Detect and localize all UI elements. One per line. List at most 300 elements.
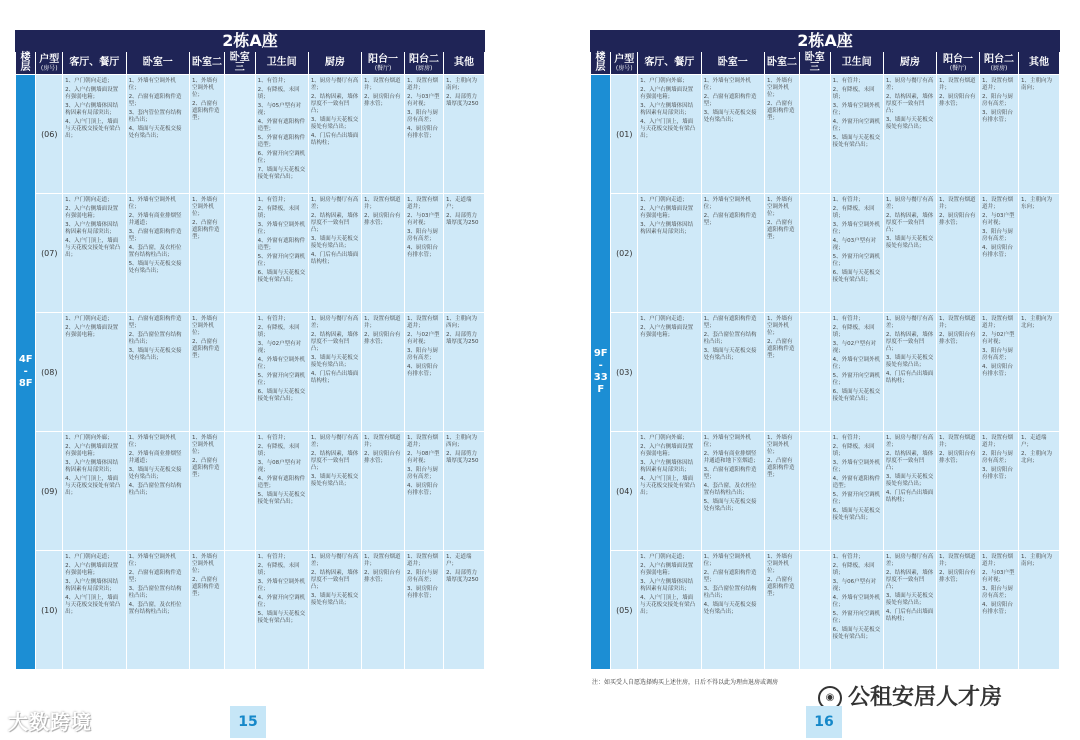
defect-note: 4、入户门顶上，墙面与天花板交接处有梁凸出； bbox=[65, 476, 121, 496]
defect-note: 1、外墙有空调外机位； bbox=[767, 316, 793, 336]
defect-note: 1、走道端户； bbox=[445, 554, 472, 567]
defect-cell bbox=[190, 75, 225, 194]
defect-note: 2、结构因素，墙体厚度不一致有凹凸； bbox=[885, 94, 934, 114]
defect-note: 3、入户左侧墙体因结构因素有局部突出； bbox=[640, 579, 694, 592]
defect-cell bbox=[799, 75, 830, 194]
defect-note: 2、结构因素，墙体厚度不一致有凹凸； bbox=[310, 213, 359, 233]
defect-note: 4、厨房阳台有排水管； bbox=[407, 364, 439, 377]
defect-note: 3、与06户型有对视； bbox=[832, 579, 877, 592]
defect-note: 2、厨房阳台有排水管； bbox=[939, 213, 976, 226]
defect-note: 3、外墙有空调外机位； bbox=[832, 103, 881, 116]
watermark-right-text: 公租安居人才房 bbox=[848, 685, 1003, 710]
page-number-right: 16 bbox=[806, 706, 842, 738]
right-defect-table bbox=[590, 52, 1060, 670]
watermark-right bbox=[818, 680, 1002, 711]
defect-note: 4、入户门顶上，墙面与天花板交接处有梁凸出； bbox=[640, 476, 696, 496]
defect-note: 3、套凸窗位置有结构柱凸出； bbox=[128, 586, 182, 599]
unit-number: (08) bbox=[36, 313, 63, 432]
column-header-label: 阳台二 bbox=[984, 53, 1014, 65]
defect-note: 4、入户门顶上，墙面与天花板交接处有梁凸出； bbox=[65, 119, 121, 139]
column-header bbox=[937, 52, 980, 75]
column-header bbox=[638, 52, 701, 75]
column-header bbox=[830, 52, 883, 75]
unit-number: (03) bbox=[611, 313, 638, 432]
page-number-left: 15 bbox=[230, 706, 266, 738]
floor-range-part: - bbox=[23, 366, 28, 377]
defect-cell bbox=[883, 551, 936, 670]
defect-note: 2、套凸窗位置有结构柱凸出； bbox=[128, 332, 182, 345]
defect-note: 1、设置有烟道井； bbox=[982, 316, 1014, 329]
unit-number: (05) bbox=[611, 551, 638, 670]
defect-cell bbox=[405, 432, 444, 551]
defect-cell bbox=[255, 551, 308, 670]
defect-cell bbox=[443, 194, 484, 313]
floor-range bbox=[591, 75, 611, 670]
column-header-sublabel: (厨房) bbox=[990, 64, 1008, 72]
column-header bbox=[701, 52, 764, 75]
defect-note: 3、入户左侧墙体因结构因素有局部突出； bbox=[640, 460, 694, 473]
defect-note: 3、入户左侧墙体因结构因素有局部突出； bbox=[640, 222, 694, 235]
defect-cell bbox=[443, 551, 484, 670]
defect-note: 3、外墙有空调外机位； bbox=[832, 222, 881, 235]
defect-note: 1、设置有烟道井； bbox=[939, 197, 976, 210]
unit-number: (10) bbox=[36, 551, 63, 670]
unit-number: (04) bbox=[611, 432, 638, 551]
defect-note: 1、设置有烟道井； bbox=[982, 78, 1014, 91]
defect-note: 1、主朝向为东向； bbox=[1020, 197, 1052, 210]
defect-note: 2、结构因素，墙体厚度不一致有凹凸； bbox=[885, 570, 934, 590]
defect-note: 1、设置有烟道井； bbox=[364, 78, 401, 91]
unit-number: (02) bbox=[611, 194, 638, 313]
defect-cell bbox=[980, 313, 1019, 432]
defect-note: 4、外墙有空调外机位； bbox=[832, 357, 881, 370]
unit-number: (09) bbox=[36, 432, 63, 551]
defect-cell bbox=[308, 75, 361, 194]
defect-cell bbox=[443, 75, 484, 194]
defect-note: 2、阳台与厨房有高差； bbox=[407, 570, 439, 583]
defect-note: 2、入户右侧墙面设置有强弱电箱； bbox=[640, 87, 694, 100]
defect-note: 1、设置有烟道井； bbox=[939, 78, 976, 91]
defect-note: 3、入户左侧墙体因结构因素有局部突出； bbox=[65, 222, 119, 235]
column-header bbox=[126, 52, 189, 75]
defect-note: 3、墙面与天花板交接处有梁凸出； bbox=[310, 236, 359, 249]
defect-note: 2、入户左侧墙面设置有强弱电箱； bbox=[65, 325, 119, 338]
defect-note: 1、主朝向为南向； bbox=[1020, 78, 1052, 91]
column-header bbox=[224, 52, 255, 75]
table-row bbox=[591, 313, 1060, 432]
defect-note: 2、凸窗有遮阳构件造型； bbox=[703, 213, 757, 226]
defect-note: 3、墙面与天花板交接处有梁凸出； bbox=[885, 474, 934, 487]
defect-cell bbox=[362, 75, 405, 194]
defect-note: 2、局部剪力墙厚度为250 bbox=[445, 94, 479, 107]
defect-note: 2、凸窗有遮阳构件造型； bbox=[192, 220, 220, 240]
defect-cell bbox=[308, 551, 361, 670]
defect-note: 1、户门朝向走道； bbox=[640, 554, 688, 560]
defect-cell bbox=[255, 75, 308, 194]
column-header-label: 楼层 bbox=[20, 52, 31, 73]
table-row bbox=[16, 75, 485, 194]
defect-note: 2、凸窗有遮阳构件造型； bbox=[767, 339, 795, 359]
defect-note: 1、外墙有空调外机位； bbox=[192, 435, 218, 455]
defect-note: 5、外窗开向空调机位； bbox=[832, 254, 881, 267]
floor-range-part: - bbox=[598, 360, 603, 371]
defect-note: 3、入户左侧墙体因结构因素有局部突出； bbox=[640, 103, 694, 116]
column-header bbox=[443, 52, 484, 75]
defect-note: 2、局部剪力墙厚度为250 bbox=[445, 332, 479, 345]
defect-note: 4、门后有凸出墙面结构柱； bbox=[310, 133, 359, 146]
defect-note: 1、有管井； bbox=[832, 554, 864, 560]
defect-cell bbox=[980, 551, 1019, 670]
column-header-label: 卧室三 bbox=[229, 52, 250, 73]
defect-cell bbox=[190, 194, 225, 313]
defect-note: 3、入户左侧墙体因结构因素有局部突出； bbox=[65, 579, 119, 592]
defect-cell bbox=[883, 313, 936, 432]
defect-note: 2、与02户型有对视； bbox=[982, 332, 1015, 345]
defect-note: 1、外墙有空调外机位； bbox=[767, 78, 793, 98]
defect-note: 3、凸窗有遮阳构件造型； bbox=[703, 467, 757, 480]
defect-cell bbox=[63, 75, 126, 194]
defect-cell bbox=[765, 75, 800, 194]
defect-note: 4、厨房阳台有排水管； bbox=[982, 364, 1014, 377]
defect-note: 1、户门朝向外廊； bbox=[65, 435, 113, 441]
defect-note: 1、凸窗有遮阳构件造型； bbox=[128, 316, 182, 329]
defect-note: 2、凸窗有遮阳构件造型； bbox=[767, 101, 795, 121]
defect-cell bbox=[701, 313, 764, 432]
defect-note: 1、有管井； bbox=[257, 554, 289, 560]
defect-note: 1、主朝向为南向； bbox=[445, 78, 477, 91]
column-header-label: 客厅、餐厅 bbox=[69, 57, 120, 68]
defect-cell bbox=[362, 432, 405, 551]
defect-note: 2、结构因素，墙体厚度不一致有凹凸； bbox=[310, 332, 359, 352]
defect-cell bbox=[190, 313, 225, 432]
defect-note: 2、有降板，未回填； bbox=[257, 444, 300, 457]
defect-note: 4、门后有凸出墙面结构柱； bbox=[310, 252, 359, 265]
defect-cell bbox=[638, 75, 701, 194]
column-header-label: 卧室二 bbox=[191, 57, 222, 68]
footnote: 注：如买受人自愿选择购买上述住房，日后不得以此为理由退房或调房 bbox=[592, 679, 779, 686]
defect-cell bbox=[799, 194, 830, 313]
column-header-label: 楼层 bbox=[595, 52, 606, 73]
defect-note: 1、厨房与餐厅有高差； bbox=[310, 197, 359, 210]
defect-note: 3、与02户型有对视； bbox=[257, 341, 302, 354]
defect-cell bbox=[405, 75, 444, 194]
column-header bbox=[611, 52, 638, 75]
defect-note: 3、套内管位置有结构柱凸出； bbox=[128, 110, 182, 123]
defect-note: 3、墙面与天花板交接处有梁凸出； bbox=[310, 593, 359, 606]
defect-note: 3、凸窗有遮阳构件造型； bbox=[128, 229, 182, 242]
defect-note: 5、墙面与天花板交接处有梁凸出； bbox=[257, 492, 306, 505]
defect-cell bbox=[1018, 313, 1059, 432]
defect-cell bbox=[937, 75, 980, 194]
defect-cell bbox=[255, 313, 308, 432]
defect-note: 1、外墙有空调外机位； bbox=[703, 435, 752, 448]
defect-note: 2、凸窗有遮阳构件造型； bbox=[192, 458, 220, 478]
defect-cell bbox=[799, 313, 830, 432]
defect-cell bbox=[830, 194, 883, 313]
defect-note: 7、墙面与天花板交接处有梁凸出； bbox=[257, 167, 306, 180]
defect-note: 1、有管井； bbox=[832, 78, 864, 84]
defect-note: 2、凸窗有遮阳构件造型； bbox=[192, 577, 220, 597]
defect-cell bbox=[224, 75, 255, 194]
column-header-label: 户型 bbox=[39, 53, 60, 65]
column-header bbox=[591, 52, 611, 75]
defect-note: 1、有管井； bbox=[257, 78, 289, 84]
defect-cell bbox=[308, 432, 361, 551]
defect-note: 2、结构因素，墙体厚度不一致有凹凸； bbox=[310, 451, 359, 471]
defect-note: 1、有管井； bbox=[257, 435, 289, 441]
defect-note: 2、凸窗有遮阳构件造型； bbox=[192, 101, 220, 121]
defect-note: 6、墙面与天花板交接处有梁凸出； bbox=[832, 389, 881, 402]
defect-cell bbox=[63, 432, 126, 551]
defect-note: 3、外墙有空调外机位； bbox=[257, 222, 306, 235]
defect-cell bbox=[980, 75, 1019, 194]
defect-note: 3、墙面与天花板交接处有梁凸出； bbox=[885, 117, 934, 130]
defect-note: 1、户门朝向走道； bbox=[640, 197, 688, 203]
defect-cell bbox=[190, 432, 225, 551]
defect-note: 2、局部剪力墙厚度为250 bbox=[445, 451, 479, 464]
defect-note: 2、有降板，未回填； bbox=[257, 325, 300, 338]
defect-note: 5、外窗开向空调机位； bbox=[257, 373, 306, 386]
defect-note: 3、墙面与天花板交接处有梁凸出； bbox=[703, 110, 757, 123]
defect-note: 1、设置有烟道井； bbox=[982, 554, 1014, 567]
defect-note: 2、与08户型有对视； bbox=[407, 451, 440, 464]
defect-cell bbox=[980, 194, 1019, 313]
defect-note: 3、阳台与厨房有高差； bbox=[982, 229, 1014, 242]
defect-note: 3、阳台与厨房有高差； bbox=[407, 467, 439, 480]
defect-note: 2、与03户型有对视； bbox=[407, 213, 440, 226]
column-header-sublabel: (房号) bbox=[615, 64, 633, 72]
defect-note: 2、入户右侧墙面设置有强弱电箱； bbox=[65, 563, 119, 576]
defect-note: 4、外窗有遮阳构件造型； bbox=[257, 119, 306, 132]
defect-note: 1、外墙有空调外机位； bbox=[703, 554, 752, 567]
table-row bbox=[16, 313, 485, 432]
column-header bbox=[63, 52, 126, 75]
column-header-label: 卧室三 bbox=[804, 52, 825, 73]
defect-note: 2、局部剪力墙厚度为250 bbox=[445, 213, 479, 226]
defect-cell bbox=[362, 313, 405, 432]
defect-cell bbox=[405, 313, 444, 432]
defect-note: 4、入户门顶上，墙面与天花板交接处有梁凸出； bbox=[65, 238, 121, 258]
defect-cell bbox=[830, 75, 883, 194]
defect-cell bbox=[308, 194, 361, 313]
defect-note: 4、墙面与天花板交接处有梁凸出； bbox=[703, 602, 757, 615]
defect-note: 2、入户右侧墙面设置有强弱电箱； bbox=[640, 206, 694, 219]
defect-cell bbox=[830, 313, 883, 432]
left-page-title: 2栋A座 bbox=[15, 30, 485, 52]
defect-note: 4、外墙有空调外机位； bbox=[832, 595, 881, 608]
table-row bbox=[591, 194, 1060, 313]
defect-cell bbox=[1018, 75, 1059, 194]
defect-cell bbox=[765, 313, 800, 432]
defect-note: 1、设置有烟道井； bbox=[407, 435, 439, 448]
defect-cell bbox=[765, 194, 800, 313]
defect-cell bbox=[126, 432, 189, 551]
defect-note: 2、结构因素，墙体厚度不一致有凹凸； bbox=[885, 451, 934, 471]
defect-note: 3、阳台与厨房有高差； bbox=[407, 348, 439, 361]
defect-note: 1、厨房与餐厅有高差； bbox=[310, 316, 359, 329]
column-header bbox=[883, 52, 936, 75]
defect-note: 2、入户左侧墙面设置有强弱电箱； bbox=[640, 325, 694, 338]
defect-note: 4、套凸窗，及衣柜位置有结构柱凸出； bbox=[703, 483, 757, 496]
column-header bbox=[980, 52, 1019, 75]
defect-note: 1、设置有烟道井； bbox=[364, 435, 401, 448]
defect-cell bbox=[224, 194, 255, 313]
defect-note: 1、设置有烟道井； bbox=[939, 554, 976, 567]
defect-cell bbox=[362, 551, 405, 670]
defect-note: 2、有降板，未回填； bbox=[257, 563, 300, 576]
defect-cell bbox=[799, 432, 830, 551]
defect-note: 4、厨房阳台有排水管； bbox=[982, 245, 1014, 258]
defect-cell bbox=[405, 551, 444, 670]
defect-note: 1、户门朝向外廊； bbox=[640, 78, 688, 84]
defect-cell bbox=[638, 194, 701, 313]
defect-cell bbox=[308, 313, 361, 432]
floor-range bbox=[16, 75, 36, 670]
defect-note: 2、凸窗有遮阳构件造型； bbox=[192, 339, 220, 359]
defect-note: 1、厨房与餐厅有高差； bbox=[885, 554, 934, 567]
defect-note: 1、设置有烟道井； bbox=[407, 197, 439, 210]
defect-cell bbox=[937, 551, 980, 670]
defect-cell bbox=[224, 313, 255, 432]
defect-note: 1、外墙有空调外机位； bbox=[192, 78, 218, 98]
defect-note: 1、外墙有空调外机位； bbox=[192, 316, 218, 336]
defect-note: 1、有管井； bbox=[257, 197, 289, 203]
table-row bbox=[16, 551, 485, 670]
unit-number: (01) bbox=[611, 75, 638, 194]
defect-note: 1、有管井； bbox=[832, 197, 864, 203]
column-header-label: 户型 bbox=[614, 53, 635, 65]
defect-cell bbox=[443, 432, 484, 551]
defect-cell bbox=[980, 432, 1019, 551]
defect-note: 1、外墙有空调外机位； bbox=[703, 197, 752, 210]
defect-cell bbox=[362, 194, 405, 313]
column-header-label: 卧室一 bbox=[717, 57, 748, 68]
defect-cell bbox=[63, 313, 126, 432]
defect-note: 1、厨房与餐厅有高差； bbox=[310, 435, 359, 448]
column-header-label: 厨房 bbox=[324, 57, 345, 68]
defect-note: 1、户门朝向走道； bbox=[640, 316, 688, 322]
defect-cell bbox=[63, 194, 126, 313]
defect-note: 2、入户右侧墙面设置有强弱电箱； bbox=[65, 444, 119, 457]
defect-note: 2、厨房阳台有排水管； bbox=[364, 451, 401, 464]
column-header bbox=[362, 52, 405, 75]
defect-note: 4、外窗有遮阳构件造型； bbox=[257, 238, 306, 251]
defect-note: 1、设置有烟道井； bbox=[407, 78, 439, 91]
defect-note: 3、与08户型有对视； bbox=[257, 460, 302, 473]
defect-note: 1、走道端户； bbox=[445, 197, 472, 210]
defect-note: 3、阳台与厨房有高差； bbox=[982, 586, 1014, 599]
defect-cell bbox=[126, 194, 189, 313]
unit-number: (07) bbox=[36, 194, 63, 313]
column-header-label: 阳台二 bbox=[409, 53, 439, 65]
defect-note: 3、套凸窗位置有结构柱凸出； bbox=[703, 586, 757, 599]
floor-range-part: 8F bbox=[18, 378, 33, 389]
defect-note: 4、外窗有遮阳构件造型； bbox=[257, 476, 306, 489]
defect-note: 1、外墙有空调外机位； bbox=[767, 197, 793, 217]
defect-cell bbox=[638, 432, 701, 551]
defect-note: 4、厨房阳台有排水管； bbox=[982, 602, 1014, 615]
defect-note: 1、户门朝向走道； bbox=[65, 316, 113, 322]
defect-note: 2、主朝向为北向； bbox=[1020, 451, 1052, 464]
defect-cell bbox=[883, 75, 936, 194]
defect-note: 1、有管井； bbox=[257, 316, 289, 322]
defect-note: 3、墙面与天花板交接处有梁凸出； bbox=[310, 117, 359, 130]
defect-cell bbox=[443, 313, 484, 432]
column-header-label: 其他 bbox=[453, 57, 474, 68]
defect-note: 2、结构因素，墙体厚度不一致有凹凸； bbox=[310, 570, 359, 590]
defect-note: 5、外窗开向空调机位； bbox=[832, 373, 881, 386]
defect-note: 2、套凸窗位置有结构柱凸出； bbox=[703, 332, 757, 345]
column-header-label: 客厅、餐厅 bbox=[644, 57, 695, 68]
defect-note: 1、设置有烟道井； bbox=[982, 435, 1014, 448]
defect-note: 1、外墙有空调外机位； bbox=[128, 197, 177, 210]
defect-note: 1、厨房与餐厅有高差； bbox=[885, 197, 934, 210]
defect-cell bbox=[255, 194, 308, 313]
defect-cell bbox=[1018, 551, 1059, 670]
defect-cell bbox=[937, 194, 980, 313]
right-page bbox=[590, 30, 1060, 670]
defect-note: 4、入户门顶上，墙面与天花板交接处有梁凸出； bbox=[640, 595, 696, 615]
defect-note: 3、外墙有空调外机位； bbox=[832, 460, 881, 473]
defect-note: 4、墙面与天花板交接处有梁凸出； bbox=[128, 126, 182, 139]
defect-note: 1、厨房与餐厅有高差； bbox=[885, 78, 934, 91]
unit-number: (06) bbox=[36, 75, 63, 194]
defect-note: 4、厨房阳台有排水管； bbox=[407, 126, 439, 139]
defect-note: 4、外窗开向空调机位； bbox=[257, 595, 306, 608]
defect-note: 1、户门朝向走道； bbox=[65, 78, 113, 84]
column-header-label: 阳台一 bbox=[943, 53, 974, 65]
defect-note: 3、外墙有空调外机位； bbox=[257, 579, 306, 592]
defect-cell bbox=[1018, 194, 1059, 313]
defect-note: 2、凸窗有遮阳构件造型； bbox=[767, 577, 795, 597]
defect-note: 5、外窗开向空调机位； bbox=[832, 611, 881, 624]
defect-cell bbox=[126, 551, 189, 670]
defect-note: 1、设置有烟道井； bbox=[364, 316, 401, 329]
defect-note: 4、门后有凸出墙面结构柱； bbox=[885, 609, 934, 622]
defect-note: 2、有降板，未回填； bbox=[832, 206, 875, 219]
defect-note: 2、有降板，未回填； bbox=[257, 87, 300, 100]
column-header bbox=[255, 52, 308, 75]
column-header bbox=[16, 52, 36, 75]
defect-cell bbox=[638, 551, 701, 670]
left-defect-table bbox=[15, 52, 485, 670]
defect-cell bbox=[63, 551, 126, 670]
defect-cell bbox=[224, 432, 255, 551]
defect-cell bbox=[701, 194, 764, 313]
defect-note: 2、厨房阳台有排水管； bbox=[364, 570, 401, 583]
defect-note: 2、厨房阳台有排水管； bbox=[939, 332, 976, 345]
defect-cell bbox=[765, 432, 800, 551]
defect-note: 1、有管井； bbox=[832, 435, 864, 441]
column-header bbox=[308, 52, 361, 75]
defect-note: 2、与03户型有对视； bbox=[982, 570, 1015, 583]
defect-note: 2、有降板，未回填； bbox=[832, 87, 875, 100]
defect-note: 4、门后有凸出墙面结构柱； bbox=[885, 371, 934, 384]
defect-note: 3、与02户型有对视； bbox=[832, 341, 877, 354]
defect-note: 6、墙面与天花板交接处有梁凸出； bbox=[832, 270, 881, 283]
defect-note: 3、厨房阳台有排水管； bbox=[407, 586, 439, 599]
defect-note: 3、墙面与天花板交接处有梁凸出； bbox=[310, 355, 359, 368]
defect-note: 1、设置有烟道井； bbox=[939, 435, 976, 448]
defect-note: 3、入户右侧墙体因结构因素有局部突出； bbox=[65, 103, 119, 116]
defect-note: 3、墙面与天花板交接处有梁凸出； bbox=[128, 348, 182, 361]
defect-note: 3、与05户型有对视； bbox=[257, 103, 302, 116]
defect-note: 1、设置有烟道井； bbox=[407, 554, 439, 567]
defect-note: 1、外墙有空调外机位； bbox=[128, 554, 177, 567]
table-row bbox=[16, 194, 485, 313]
defect-note: 5、墙面与天花板交接处有梁凸出； bbox=[832, 135, 881, 148]
left-page bbox=[15, 30, 485, 670]
